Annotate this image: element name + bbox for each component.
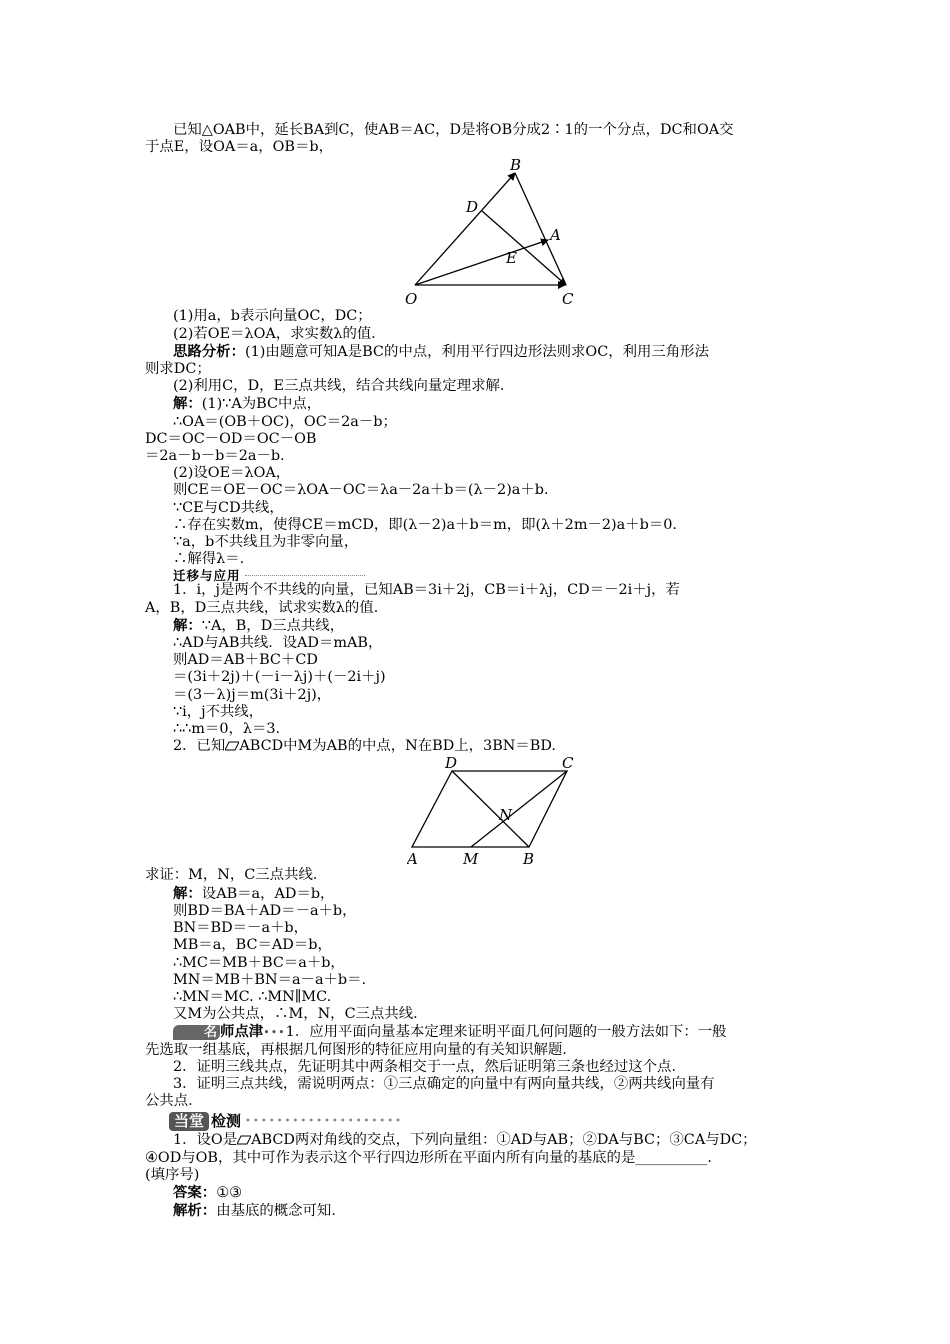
exercise-2-solution-line: MB＝a，BC＝AD＝b，: [173, 937, 332, 954]
analysis-line-2: 则求DC；: [145, 361, 211, 378]
exercise-2-solution-line: 又M为公共点，∴M，N，C三点共线．: [173, 1006, 428, 1023]
label-d: D: [445, 755, 458, 773]
diagonal-db: [452, 771, 529, 847]
tips-line-4: 3．证明三点共线，需说明两点：①三点确定的向量中有两向量共线，②两共线向量有: [173, 1075, 715, 1092]
label-o: O: [405, 290, 418, 309]
solution-line: ∴存在实数m，使得CE＝mCD，即(λ－2)a＋b＝m，即(λ＋2m－2)a＋b＝0.: [173, 516, 677, 533]
question-2: (2)若OE＝λOA，求实数λ的值．: [173, 325, 386, 342]
label-e: E: [506, 249, 517, 268]
check-section-header: 当堂 检测 ••••••••••••••••••••: [169, 1110, 403, 1132]
exercise-1-solution-line: ∵i，j不共线，: [173, 703, 264, 720]
section-transfer-title: 迁移与应用: [173, 567, 241, 583]
exercise-1-solution-line: ＝(3－λ)j＝m(3i＋2j)，: [173, 686, 332, 703]
solution-line: ∵CE与CD共线，: [173, 499, 284, 516]
analysis-label: 思路分析：: [173, 342, 245, 360]
exercise-2-solution-first: 解：设AB＝a，AD＝b，: [173, 884, 335, 902]
solution-line: 则CE＝OE－OC＝λOA－OC＝λa－2a＋b＝(λ－2)a＋b.: [173, 482, 549, 499]
exercise-2-solution-line: BN＝BD＝－a＋b，: [173, 920, 309, 937]
check-answer: 答案：①③: [173, 1183, 242, 1201]
section-transfer-header: [145, 568, 807, 582]
exercise-2-solution-line: ∴MC＝MB＋BC＝a＋b，: [173, 954, 345, 971]
triangle-figure: [400, 158, 590, 308]
solution-line: ∵a，b不共线且为非零向量，: [173, 534, 359, 551]
tips-line-2: 先选取一组基底，再根据几何图形的特征应用向量的有关知识解题．: [145, 1041, 577, 1058]
exercise-2-statement: 2．已知 ABCD中M为AB的中点，N在BD上，3BN＝BD.: [173, 738, 556, 755]
tips-line-1: 名 师点津•••1．应用平面向量基本定理来证明平面几何问题的一般方法如下：一般: [145, 1023, 807, 1041]
label-n: N: [499, 806, 513, 825]
exercise-2-solution-line: 则BD＝BA＋AD＝－a＋b，: [173, 902, 357, 919]
problem-intro-1: 已知△OAB中，延长BA到C，使AB＝AC，D是将OB分成2∶1的一个分点，DC和OA交: [173, 122, 734, 138]
label-b: B: [523, 850, 535, 868]
analysis-line-3: (2)利用C，D，E三点共线，结合共线向量定理求解．: [173, 378, 515, 395]
tips-badge-rest: 师点津: [220, 1023, 264, 1041]
parallelogram-icon: [237, 1135, 251, 1145]
solution-line: ∴OA＝(OB＋OC)，OC＝2a－b；: [173, 413, 397, 430]
label-c: C: [562, 290, 574, 309]
tips-line-5: 公共点．: [145, 1093, 203, 1110]
label-a: A: [407, 850, 418, 868]
check-section-box: 当堂: [169, 1112, 209, 1131]
exercise-2-prove: 求证：M，N，C三点共线．: [145, 867, 328, 884]
parallelogram-figure: [407, 755, 597, 867]
solution-line: ＝2a－b－b＝2a－b.: [145, 448, 285, 465]
check-question-line-1: 1．设O是 ABCD两对角线的交点，下列向量组：①AD与AB；②DA与BC；③CA与DC；: [173, 1132, 757, 1149]
label-c: C: [562, 755, 574, 773]
label-a: A: [550, 226, 561, 245]
exercise-1-solution-line: ∴∴m＝0，λ＝3.: [173, 721, 281, 738]
exercise-1-line-1: 1．i，j是两个不共线的向量，已知AB＝3i＋2j，CB＝i＋λj，CD＝－2i＋j，若: [173, 582, 680, 599]
vector-dc: [482, 211, 566, 285]
check-explanation: 解析：由基底的概念可知．: [173, 1202, 346, 1220]
label-b: B: [510, 158, 522, 175]
check-question-line-2: ④OD与OB，其中可作为表示这个平行四边形所在平面内所有向量的基底的是__________.: [145, 1149, 712, 1166]
check-section-rest: 检测: [211, 1111, 242, 1130]
exercise-2-solution-line: MN＝MB＋BN＝a－a＋b＝.: [173, 971, 367, 988]
label-m: M: [463, 850, 479, 868]
parallelogram-abcd: [412, 771, 567, 847]
exercise-2-solution-line: ∴MN＝MC. ∴MN∥MC.: [173, 988, 332, 1005]
exercise-1-line-2: A，B，D三点共线，试求实数λ的值．: [145, 599, 389, 616]
document-page: [145, 122, 807, 1220]
check-question-line-3: (填序号): [145, 1166, 200, 1183]
label-d: D: [466, 198, 479, 217]
exercise-1-solution-line: ∴AD与AB共线．设AD＝mAB，: [173, 635, 383, 652]
tips-line-3: 2．证明三线共点，先证明其中两条相交于一点，然后证明第三条也经过这个点．: [173, 1058, 686, 1075]
problem-intro-2: 于点E，设OA＝a，OB＝b，: [145, 139, 333, 156]
segment-mc: [471, 771, 567, 847]
solution-line: DC＝OC－OD＝OC－OB: [145, 430, 317, 447]
exercise-1-solution-line: 则AD＝AB＋BC＋CD: [173, 652, 318, 669]
question-1: (1)用a，b表示向量OC，DC；: [173, 308, 372, 325]
exercise-1-solution-line: ＝(3i＋2j)＋(－i－λj)＋(－2i＋j): [173, 669, 386, 686]
analysis-line-1: 思路分析：(1)由题意可知A是BC的中点，利用平行四边形法则求OC，利用三角形法: [173, 342, 709, 360]
solution-line: (2)设OE＝λOA，: [173, 465, 291, 482]
solution-label: 解：: [173, 395, 202, 413]
tips-badge: 名: [173, 1025, 220, 1040]
exercise-1-solution-first: 解：∵A，B，D三点共线，: [173, 616, 345, 634]
parallelogram-icon: [225, 741, 239, 751]
solution-line: ∴解得λ＝.: [173, 551, 245, 568]
solution-first: 解：(1)∵A为BC中点，: [173, 395, 322, 413]
